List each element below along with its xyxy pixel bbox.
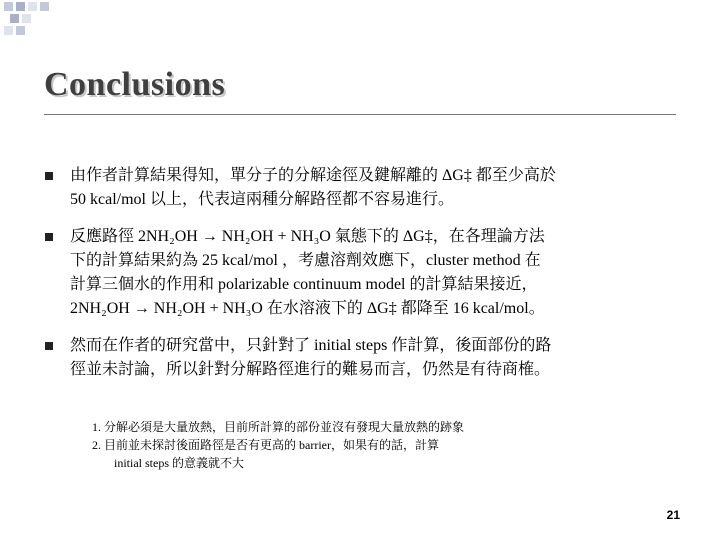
title-divider [44,114,676,115]
page-number: 21 [666,508,680,522]
deco-square [40,2,49,11]
bullet-item [44,334,684,382]
bullet-line: 2NH₂OH → NH₂OH + NH₃O 在水溶液下的 ΔG‡ 都降至 16 kcal/mol。 [70,300,545,317]
bullet-square-icon [45,233,53,241]
note-line: 2. 目前並未探討後面路徑是否有更高的 barrier，如果有的話，計算 [92,438,439,452]
bullet-item [44,164,684,212]
deco-square [22,14,31,23]
footnotes [92,418,652,472]
deco-square [16,26,25,35]
deco-square [10,14,19,23]
note-line: initial steps 的意義就不大 [114,456,244,470]
bullet-square-icon [45,342,53,350]
bullet-line: 50 kcal/mol 以上，代表這兩種分解路徑都不容易進行。 [70,191,454,208]
slide-title: Conclusions [44,66,226,103]
bullet-line: 下的計算結果約為 25 kcal/mol ，考慮溶劑效應下，cluster method 在 [70,252,541,269]
bullet-line: 計算三個水的作用和 polarizable continuum model 的計算結果接近， [70,276,538,293]
bullet-line: 由作者計算結果得知，單分子的分解途徑及鍵解離的 ΔG‡ 都至少高於 [70,167,556,184]
bullet-item [44,225,684,321]
deco-square [16,2,25,11]
note-line: 1. 分解必須是大量放熱，目前所計算的部份並沒有發現大量放熱的跡象 [92,420,465,434]
deco-square [4,2,13,11]
bullet-list [44,164,684,395]
corner-decoration [0,0,60,44]
bullet-line: 然而在作者的研究當中，只針對了 initial steps 作計算，後面部份的路 [70,337,552,354]
deco-square [28,2,37,11]
bullet-line: 反應路徑 2NH₂OH → NH₂OH + NH₃O 氣態下的 ΔG‡，在各理論方法 [70,228,545,245]
bullet-line: 徑並未討論，所以針對分解路徑進行的難易而言，仍然是有待商榷。 [70,361,551,378]
deco-square [4,26,13,35]
bullet-square-icon [45,172,53,180]
